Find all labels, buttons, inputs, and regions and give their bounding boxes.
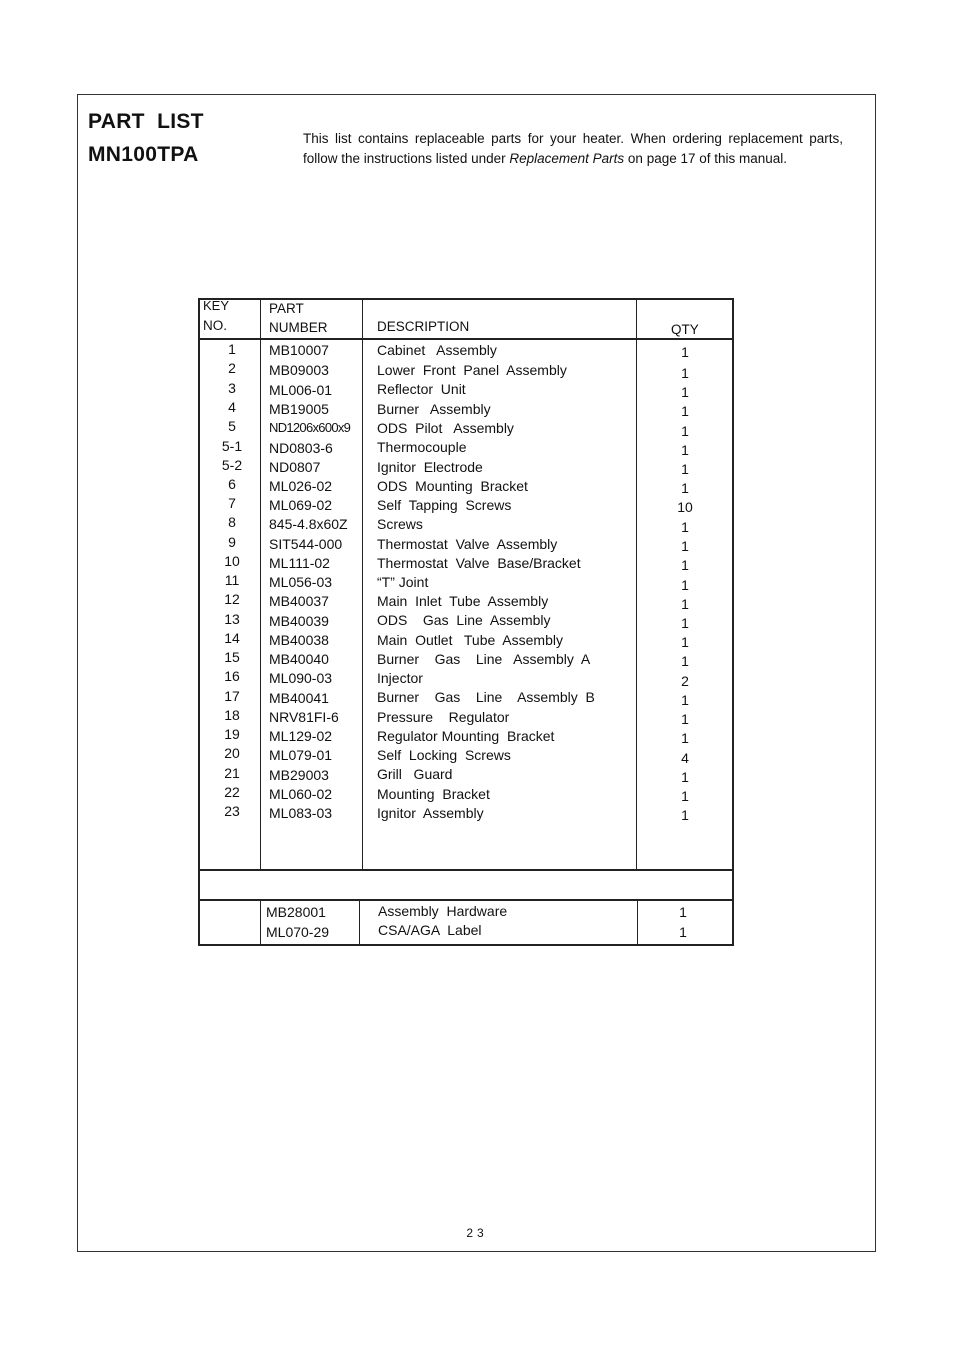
row-part-number: ND1206x600x9 [269, 420, 351, 435]
intro-text-end: on page 17 of this manual. [624, 150, 788, 166]
row-qty: 1 [681, 442, 689, 458]
row-qty: 1 [681, 403, 689, 419]
row-description: Ignitor Assembly [377, 805, 484, 821]
row-part-number: MB10007 [269, 342, 329, 358]
row-description: Self Locking Screws [377, 747, 511, 763]
row-qty: 1 [681, 384, 689, 400]
column-rule [260, 299, 261, 870]
row-part-number: SIT544-000 [269, 536, 343, 552]
row-qty: 1 [681, 423, 689, 439]
model-number: MN100TPA [88, 143, 199, 166]
row-part-number: MB09003 [269, 362, 329, 378]
row-qty: 1 [681, 480, 689, 496]
row-qty: 1 [681, 365, 689, 381]
row-qty: 1 [681, 577, 689, 593]
row-qty: 1 [681, 461, 689, 477]
row-description: ODS Mounting Bracket [377, 478, 528, 494]
column-rule [362, 299, 363, 870]
row-part-number: ML006-01 [269, 382, 333, 398]
row-description: ODS Gas Line Assembly [377, 612, 551, 628]
row-key: 12 [224, 591, 240, 607]
row-qty: 1 [681, 653, 689, 669]
row-description: Burner Gas Line Assembly B [377, 689, 595, 705]
row-qty: 1 [681, 538, 689, 554]
page-number: 23 [466, 1226, 488, 1240]
row-part-number: MB40041 [269, 690, 329, 706]
row-part-number: MB19005 [269, 401, 329, 417]
hardware-description: Assembly Hardware [378, 903, 508, 919]
header-key-no: NO. [203, 318, 228, 333]
row-description: Main Outlet Tube Assembly [377, 632, 563, 648]
row-key: 13 [224, 611, 240, 627]
hardware-qty: 1 [679, 904, 687, 920]
row-part-number: ND0803-6 [269, 440, 333, 456]
row-key: 3 [228, 380, 236, 396]
row-part-number: ML056-03 [269, 574, 333, 590]
row-qty: 10 [677, 499, 693, 515]
row-key: 7 [228, 495, 236, 511]
row-part-number: MB40039 [269, 613, 329, 629]
header-rule [199, 338, 733, 340]
row-description: Main Inlet Tube Assembly [377, 593, 549, 609]
row-key: 23 [224, 803, 240, 819]
section-rule [199, 869, 733, 871]
row-qty: 1 [681, 788, 689, 804]
row-key: 9 [228, 534, 236, 550]
row-qty: 1 [681, 519, 689, 535]
row-description: Screws [377, 516, 423, 532]
page-title: PART LIST [88, 110, 204, 133]
row-key: 5 [228, 418, 236, 434]
row-key: 22 [224, 784, 240, 800]
row-description: Reflector Unit [377, 381, 466, 397]
row-description: Self Tapping Screws [377, 497, 512, 513]
hardware-description: CSA/AGA Label [378, 922, 482, 938]
row-key: 14 [224, 630, 240, 646]
column-rule [260, 900, 261, 944]
row-description: Thermostat Valve Assembly [377, 536, 558, 552]
hardware-qty: 1 [679, 924, 687, 940]
row-key: 19 [224, 726, 240, 742]
row-part-number: ND0807 [269, 459, 321, 475]
row-key: 2 [228, 360, 236, 376]
row-part-number: ML083-03 [269, 805, 333, 821]
row-key: 20 [224, 745, 240, 761]
row-description: Pressure Regulator [377, 709, 510, 725]
intro-text-start: This list contains replaceable parts for your heater. When ordering replacement parts, follow the instructions listed under [303, 131, 843, 166]
row-qty: 1 [681, 769, 689, 785]
intro-reference: Replacement Parts [509, 150, 625, 166]
row-description: Burner Gas Line Assembly A [377, 651, 591, 667]
row-key: 5-2 [221, 457, 243, 473]
column-rule [637, 900, 638, 944]
row-key: 1 [228, 341, 236, 357]
hardware-part-number: MB28001 [266, 904, 326, 920]
row-part-number: ML079-01 [269, 747, 333, 763]
row-key: 8 [228, 514, 236, 530]
row-key: 10 [224, 553, 240, 569]
row-part-number: ML129-02 [269, 728, 333, 744]
row-description: Thermostat Valve Base/Bracket [377, 555, 581, 571]
row-part-number: MB40037 [269, 593, 329, 609]
header-part-number: NUMBER [269, 320, 328, 335]
row-part-number: ML090-03 [269, 670, 333, 686]
row-key: 6 [228, 476, 236, 492]
row-description: Cabinet Assembly [377, 342, 497, 358]
row-key: 15 [224, 649, 240, 665]
column-rule [359, 900, 360, 944]
row-part-number: MB40040 [269, 651, 329, 667]
row-qty: 1 [681, 615, 689, 631]
row-qty: 4 [681, 750, 689, 766]
header-part: PART [269, 301, 304, 316]
row-part-number: MB40038 [269, 632, 329, 648]
row-part-number: ML026-02 [269, 478, 333, 494]
row-key: 17 [224, 688, 240, 704]
row-qty: 1 [681, 634, 689, 650]
row-description: Thermocouple [377, 439, 467, 455]
row-description: Mounting Bracket [377, 786, 490, 802]
row-part-number: MB29003 [269, 767, 329, 783]
row-key: 11 [224, 572, 240, 588]
row-description: “T” Joint [377, 574, 429, 590]
row-key: 18 [224, 707, 240, 723]
row-description: Injector [377, 670, 423, 686]
row-key: 4 [228, 399, 236, 415]
header-description: DESCRIPTION [377, 319, 470, 334]
row-qty: 2 [681, 673, 689, 689]
row-description: Regulator Mounting Bracket [377, 728, 555, 744]
hardware-part-number: ML070-29 [266, 924, 330, 940]
row-qty: 1 [681, 730, 689, 746]
intro-paragraph [303, 129, 843, 168]
row-part-number: 845-4.8x60Z [269, 516, 348, 532]
row-description: Lower Front Panel Assembly [377, 362, 567, 378]
section-rule [199, 899, 733, 901]
row-description: Grill Guard [377, 766, 453, 782]
row-part-number: ML060-02 [269, 786, 333, 802]
row-qty: 1 [681, 557, 689, 573]
row-qty: 1 [681, 711, 689, 727]
row-part-number: ML111-02 [269, 555, 330, 571]
header-key: KEY [203, 298, 230, 313]
row-key: 21 [224, 765, 240, 781]
row-description: Ignitor Electrode [377, 459, 483, 475]
row-description: Burner Assembly [377, 401, 491, 417]
row-description: ODS Pilot Assembly [377, 420, 514, 436]
row-qty: 1 [681, 596, 689, 612]
row-key: 5-1 [221, 438, 243, 454]
row-qty: 1 [681, 692, 689, 708]
header-qty: QTY [671, 322, 699, 337]
row-qty: 1 [681, 807, 689, 823]
row-qty: 1 [681, 344, 689, 360]
row-part-number: ML069-02 [269, 497, 333, 513]
column-rule [636, 299, 637, 870]
row-key: 16 [224, 668, 240, 684]
row-part-number: NRV81FI-6 [269, 709, 339, 725]
